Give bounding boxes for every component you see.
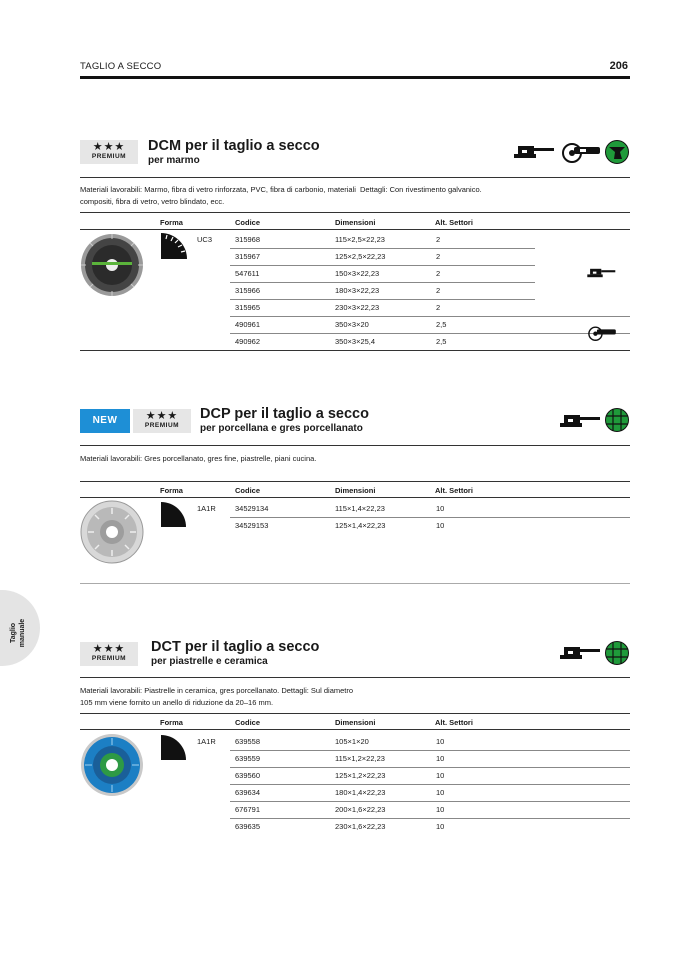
row-divider (230, 767, 630, 768)
cell-settori: 2 (436, 303, 441, 312)
shape-code: 1A1R (197, 737, 216, 746)
cell-codice: 315965 (235, 303, 261, 312)
header-title: TAGLIO A SECCO (80, 61, 162, 72)
cell-dimensioni: 350×3×25,4 (335, 337, 376, 346)
product-title: DCM per il taglio a secco (148, 138, 320, 154)
cell-codice: 34529153 (235, 521, 269, 530)
cell-settori: 10 (436, 771, 445, 780)
stars-icon: ★★★ (92, 141, 126, 153)
cell-codice: 315967 (235, 252, 261, 261)
materials-text: Materiali lavorabili: Gres porcellanato, gres fine, piastrelle, piani cucina. (80, 454, 317, 463)
header-rule (80, 76, 630, 79)
cell-settori: 10 (436, 805, 445, 814)
materials-text: Materiali lavorabili: Piastrelle in ceramica, gres porcellanato. Dettagli: Sul diametro 105 mm viene fornito un anello di riduzione da 20–16 mm. (80, 686, 354, 707)
stars-icon: ★★★ (145, 410, 179, 422)
cell-settori: 10 (436, 504, 445, 513)
row-divider (230, 750, 630, 751)
row-divider (230, 818, 630, 819)
col-forma: Forma (160, 218, 183, 227)
divider (80, 677, 630, 678)
cell-settori: 10 (436, 521, 445, 530)
col-codice: Codice (235, 218, 261, 227)
cell-dimensioni: 125×1,2×22,23 (335, 771, 386, 780)
cell-settori: 2 (436, 252, 441, 261)
table-header-rule (80, 497, 630, 498)
cell-settori: 10 (436, 737, 445, 746)
premium-badge (80, 140, 138, 164)
row-divider (230, 299, 535, 300)
marble-material-icon (605, 140, 629, 164)
col-settori: Alt. Settori (435, 218, 473, 227)
page-number: 206 (609, 60, 628, 72)
angle-grinder-icon (514, 142, 556, 162)
dcm-blade-image (80, 233, 144, 297)
tile-material-icon (605, 408, 629, 432)
materials-text: Materiali lavorabili: Marmo, fibra di vetro rinforzata, PVC, fibra di carbonio, materiali compositi, fibra di vetro, vetro blindato, ecc. (80, 185, 356, 206)
cell-dimensioni: 105×1×20 (335, 737, 369, 746)
cell-dimensioni: 125×2,5×22,23 (335, 252, 386, 261)
angle-grinder-icon (560, 643, 602, 663)
table-header-rule (80, 729, 630, 730)
product-subtitle: per marmo (148, 155, 200, 166)
product-title: DCP per il taglio a secco (200, 406, 369, 422)
cell-codice: 639634 (235, 788, 261, 797)
stars-icon: ★★★ (92, 643, 126, 655)
cell-codice: 490962 (235, 337, 261, 346)
col-dimensioni: Dimensioni (335, 718, 376, 727)
col-forma: Forma (160, 486, 183, 495)
cell-dimensioni: 230×1,6×22,23 (335, 822, 386, 831)
col-settori: Alt. Settori (435, 486, 473, 495)
product-title: DCT per il taglio a secco (151, 639, 320, 655)
divider (80, 177, 630, 178)
row-divider (230, 517, 630, 518)
cut-off-saw-icon (586, 325, 618, 341)
shape-code: 1A1R (197, 504, 216, 513)
side-tab-line2: manuale (19, 618, 26, 648)
cell-settori: 2 (436, 269, 441, 278)
premium-label: PREMIUM (91, 655, 127, 662)
table-header-rule (80, 229, 630, 230)
cell-dimensioni: 350×3×20 (335, 320, 369, 329)
cell-dimensioni: 115×2,5×22,23 (335, 235, 385, 244)
table-top-rule (80, 212, 630, 213)
cell-codice: 639558 (235, 737, 261, 746)
shape-1a1r-icon (161, 502, 186, 527)
row-divider (230, 333, 630, 334)
row-divider (230, 801, 630, 802)
table-bottom-rule (80, 350, 630, 351)
product-subtitle: per piastrelle e ceramica (151, 656, 268, 667)
cell-codice: 676791 (235, 805, 261, 814)
col-forma: Forma (160, 718, 183, 727)
dct-blade-image (80, 733, 144, 797)
cell-codice: 34529134 (235, 504, 269, 513)
angle-grinder-icon (586, 266, 618, 280)
tile-material-icon (605, 641, 629, 665)
shape-code: UC3 (197, 235, 213, 244)
cell-settori: 2 (436, 235, 441, 244)
shape-1a1r-icon (161, 735, 186, 760)
table-bottom-rule (80, 583, 630, 584)
premium-label: PREMIUM (144, 422, 180, 429)
cell-codice: 547611 (235, 269, 260, 278)
row-divider (230, 265, 535, 266)
details-text: Dettagli: Con rivestimento galvanico. (360, 185, 482, 194)
new-badge: NEW (80, 409, 130, 433)
cell-settori: 2,5 (436, 320, 447, 329)
premium-label: PREMIUM (91, 153, 127, 160)
row-divider (230, 316, 630, 317)
cell-settori: 2 (436, 286, 441, 295)
cell-codice: 639635 (235, 822, 261, 831)
row-divider (230, 784, 630, 785)
cell-dimensioni: 115×1,2×22,23 (335, 754, 385, 763)
table-top-rule (80, 481, 630, 482)
cell-codice: 639560 (235, 771, 261, 780)
cell-dimensioni: 230×3×22,23 (335, 303, 380, 312)
cell-dimensioni: 180×3×22,23 (335, 286, 380, 295)
premium-badge (80, 642, 138, 666)
col-settori: Alt. Settori (435, 718, 473, 727)
cell-dimensioni: 125×1,4×22,23 (335, 521, 386, 530)
cell-settori: 10 (436, 822, 445, 831)
table-top-rule (80, 713, 630, 714)
cell-codice: 639559 (235, 754, 261, 763)
cell-settori: 10 (436, 754, 445, 763)
shape-uc3-icon (161, 233, 187, 259)
cell-codice: 315966 (235, 286, 261, 295)
col-codice: Codice (235, 718, 261, 727)
row-divider (230, 282, 535, 283)
angle-grinder-icon (560, 411, 602, 431)
cell-settori: 10 (436, 788, 445, 797)
dcp-blade-image (80, 500, 144, 564)
col-dimensioni: Dimensioni (335, 486, 376, 495)
cell-dimensioni: 200×1,6×22,23 (335, 805, 386, 814)
premium-badge (133, 409, 191, 433)
row-divider (230, 248, 535, 249)
cell-codice: 490961 (235, 320, 261, 329)
side-tab-label (9, 603, 31, 663)
col-codice: Codice (235, 486, 261, 495)
cell-dimensioni: 115×1,4×22,23 (335, 504, 385, 513)
col-dimensioni: Dimensioni (335, 218, 376, 227)
cell-settori: 2,5 (436, 337, 447, 346)
cut-off-saw-icon (560, 141, 602, 163)
cell-dimensioni: 180×1,4×22,23 (335, 788, 386, 797)
cell-dimensioni: 150×3×22,23 (335, 269, 380, 278)
side-tab-line1: Taglio (10, 622, 17, 644)
divider (80, 445, 630, 446)
cell-codice: 315968 (235, 235, 261, 244)
product-subtitle: per porcellana e gres porcellanato (200, 423, 363, 434)
